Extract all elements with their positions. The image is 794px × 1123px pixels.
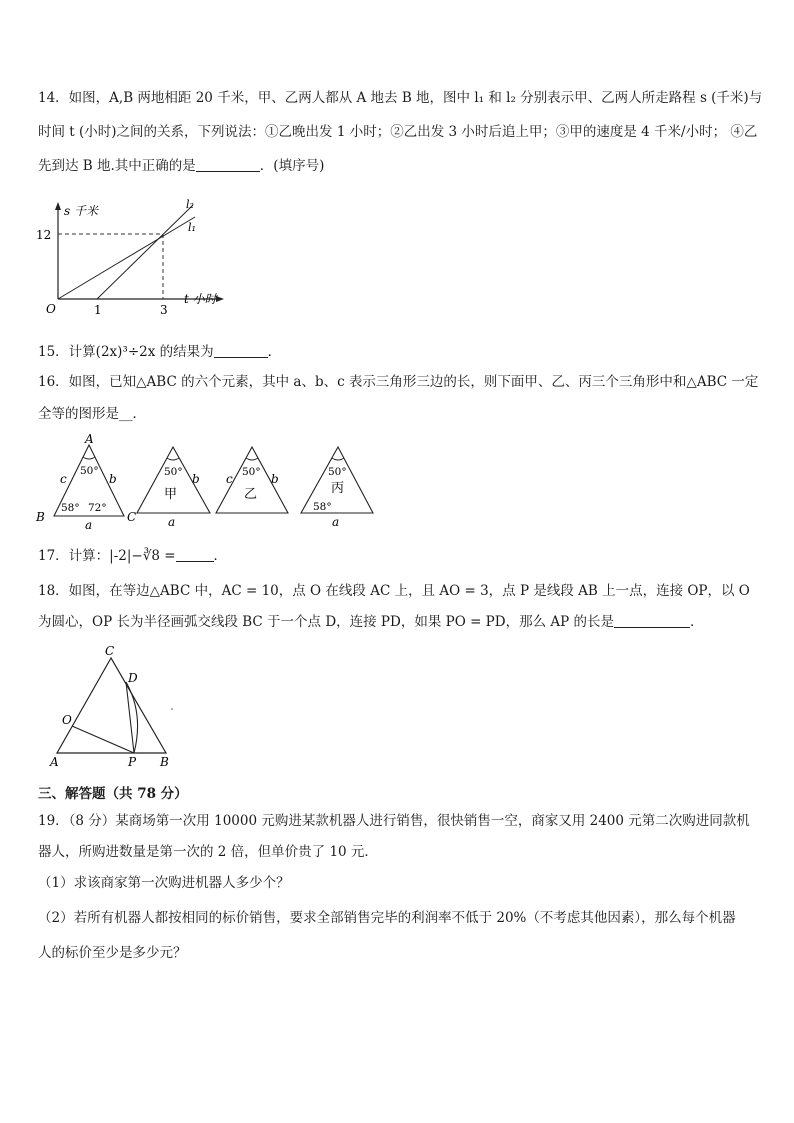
vertex-b-label: B — [160, 755, 169, 769]
bing-angle-b: 58° — [313, 501, 332, 513]
x-axis-arrow — [216, 296, 224, 302]
q15-text — [38, 342, 281, 362]
jia-name: 甲 — [164, 487, 178, 502]
q18-text-line2 — [38, 612, 704, 632]
y-tick-12: 12 — [36, 228, 52, 242]
answer-blank — [214, 343, 268, 358]
q18-text-line2-post: ． — [690, 614, 704, 630]
angle-arc-a — [83, 457, 95, 459]
angle-arc-jia — [167, 458, 179, 460]
q16-text-line1: 16．如图，已知△ABC 的六个元素，其中 a、b、c 表示三角形三边的长，则下面甲、乙、丙三个三角形中和△ABC 一定 — [38, 374, 759, 390]
vertex-a-label: A — [85, 432, 94, 446]
q17-text — [38, 546, 227, 566]
angle-arc-yi — [246, 458, 258, 460]
answer-blank — [196, 157, 260, 172]
angle-c-value: 72° — [88, 502, 107, 514]
y-axis-arrow — [55, 202, 61, 210]
q14-text-line3-post: ．(填序号) — [259, 158, 325, 174]
q14-graph — [30, 195, 230, 320]
vertex-c-label: C — [127, 510, 137, 524]
label-l2: l₂ — [186, 198, 194, 211]
x-axis-label: t 小时 — [184, 292, 217, 306]
yi-side-c: c — [226, 472, 233, 486]
stray-dot — [171, 708, 173, 710]
q19-part1: （1）求该商家第一次购进机器人多少个？ — [38, 875, 290, 891]
angle-arc-bing — [332, 458, 344, 460]
q17-text-post: ． — [213, 548, 228, 564]
q14-text-line3 — [38, 156, 324, 176]
q19-part2-line2: 人的标价至少是多少元？ — [38, 945, 187, 961]
x-tick-1: 1 — [94, 303, 102, 317]
section3-title: 三、解答题（共 78 分） — [38, 786, 188, 802]
vertex-c-label: C — [105, 644, 115, 658]
q15-text-pre: 15．计算(2x)³÷2x 的结果为 — [38, 344, 214, 360]
bing-side-a: a — [332, 515, 340, 529]
point-o-label: O — [62, 713, 72, 727]
q19-text-line2: 器人，所购进数量是第一次的 2 倍，但单价贵了 10 元． — [38, 844, 378, 860]
y-axis-label: s 千米 — [64, 204, 98, 218]
q18-figure — [40, 642, 200, 770]
segment-pd — [126, 682, 134, 753]
point-d-label: D — [128, 671, 138, 685]
angle-a-value: 50° — [80, 465, 99, 477]
angle-b-value: 58° — [61, 502, 80, 514]
segment-op — [72, 726, 134, 753]
q19-part2-line1: （2）若所有机器人都按相同的标价销售，要求全部销售完毕的利润率不低于 20%（不考虑其他因素），那么每个机器 — [38, 910, 736, 926]
bing-angle-value: 50° — [328, 466, 347, 478]
q18-text-line1: 18．如图，在等边△ABC 中，AC = 10，点 O 在线段 AC 上，且 AO = 3，点 P 是线段 AB 上一点，连接 OP，以 O — [38, 583, 750, 599]
q16-triangles — [30, 430, 390, 530]
vertex-b-label: B — [36, 510, 45, 524]
q14-text-line3-pre: 先到达 B 地.其中正确的是 — [38, 158, 196, 174]
yi-side-b: b — [271, 472, 279, 486]
q15-text-post: ． — [267, 344, 282, 360]
q14-text-line2: 时间 t (小时)之间的关系，下列说法：①乙晚出发 1 小时；②乙出发 3 小时后追上甲；③甲的速度是 4 千米/小时； ④乙 — [38, 124, 758, 140]
point-p-label: P — [128, 755, 137, 769]
line-l2 — [97, 205, 193, 299]
vertex-a-label: A — [50, 755, 59, 769]
q19-text-line1: 19．（8 分）某商场第一次用 10000 元购进某款机器人进行销售，很快销售一空，商家又用 2400 元第二次购进同款机 — [38, 813, 750, 829]
triangle-bing — [301, 447, 373, 513]
answer-blank — [614, 613, 690, 628]
x-tick-3: 3 — [160, 303, 168, 317]
q14-text-line1: 14．如图，A,B 两地相距 20 千米，甲、乙两人都从 A 地去 B 地，图中 l₁ 和 l₂ 分别表示甲、乙两人所走路程 s (千米)与 — [38, 90, 763, 106]
answer-blank — [176, 547, 214, 562]
side-a-label: a — [85, 518, 93, 530]
jia-angle-value: 50° — [164, 466, 183, 478]
origin-label: O — [46, 302, 56, 316]
label-l1: l₁ — [188, 221, 196, 234]
yi-angle-value: 50° — [242, 466, 261, 478]
q16-text-line2: 全等的图形是__． — [38, 406, 146, 422]
jia-side-b: b — [192, 472, 200, 486]
side-c-label: c — [60, 472, 67, 486]
bing-name: 丙 — [331, 481, 345, 496]
q17-text-pre: 17．计算：|-2|−∛8 = — [38, 548, 176, 564]
triangle-abc-equilateral — [57, 658, 166, 753]
line-l1 — [58, 217, 195, 299]
q18-text-line2-pre: 为圆心，OP 长为半径画弧交线段 BC 于一个点 D，连接 PD，如果 PO = PD，那么 AP 的长是 — [38, 614, 614, 630]
side-b-label: b — [109, 472, 117, 486]
jia-side-a: a — [168, 515, 176, 529]
yi-name: 乙 — [244, 487, 258, 502]
